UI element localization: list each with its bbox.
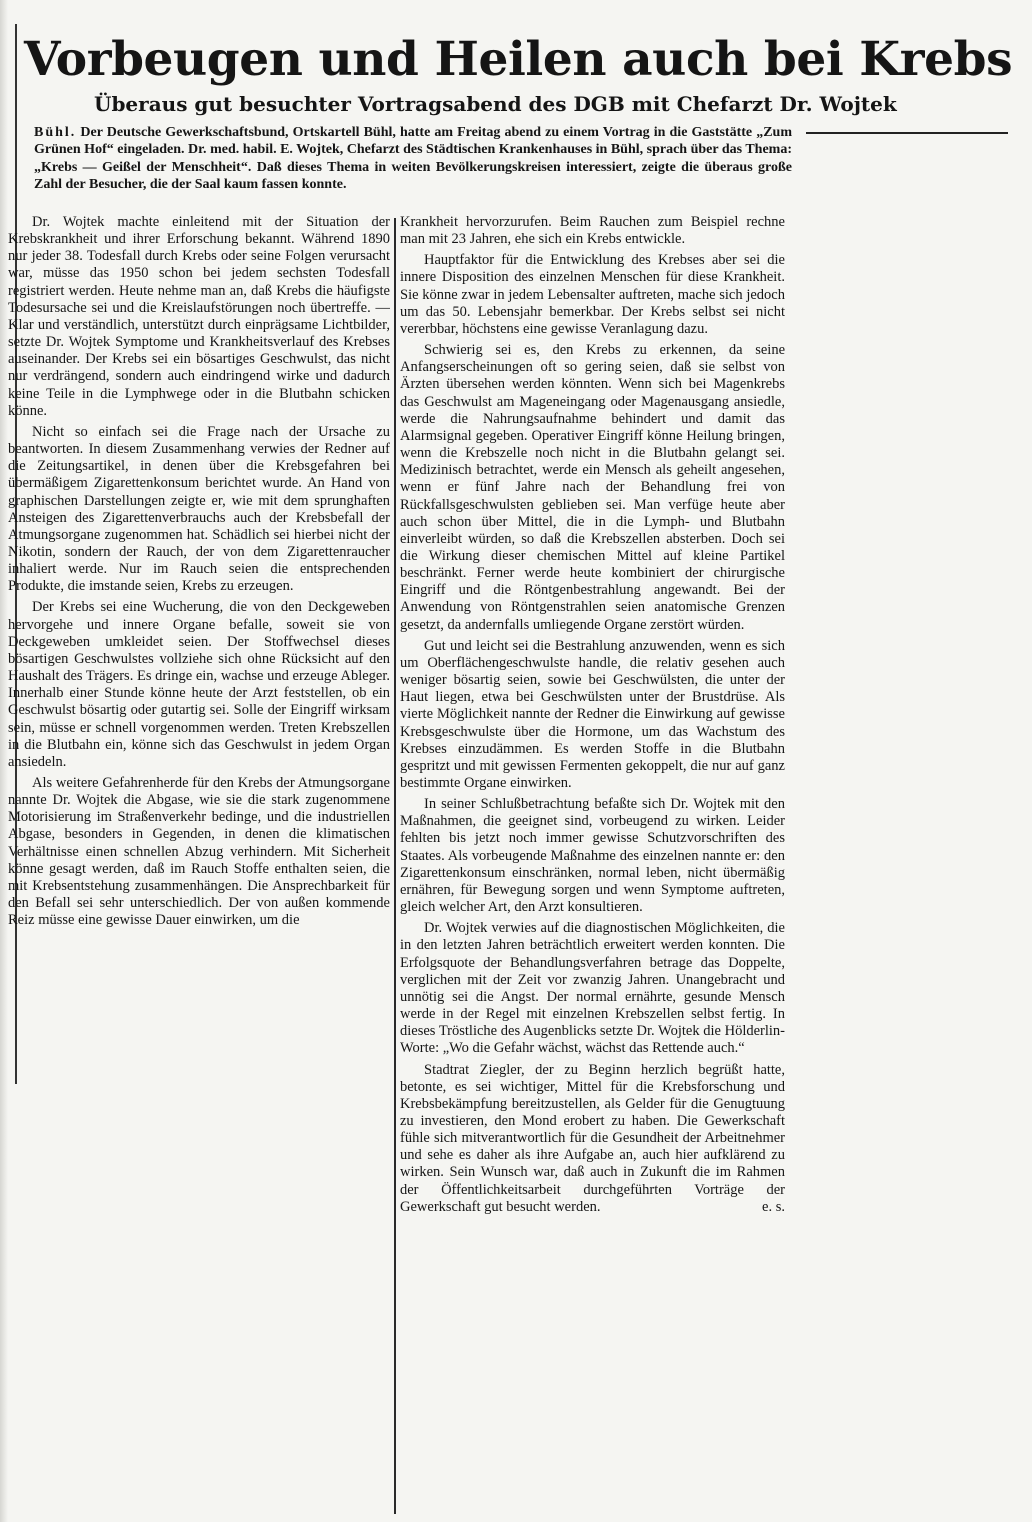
paragraph-continued: Krankheit hervorzurufen. Beim Rauchen zum Beispiel rechne man mit 23 Jahren, ehe sich ein Krebs entwickle. [400,214,785,248]
headline: Vorbeugen und Heilen auch bei Krebs [24,32,1013,87]
last-paragraph [400,1062,785,1216]
paragraph: Nicht so einfach sei die Frage nach der Ursache zu beantworten. In diesem Zusammenhang verwies der Redner auf die Zeitungsartikel, in denen über die Krebsgefahren bei übermäßigem Zigarettenkonsum berichtet wurde. An Hand von graphischen Darstellungen zeigte er, wie mit dem sprunghaften Ansteigen des Zigarettenverbrauchs auch der Krebsbefall der Atmungsorgane zugenommen hat. Schädlich sei hierbei nicht der Nikotin, sondern der Rauch, der von dem Zigarettenraucher inhaliert werde. Nur im Rauch seien die entsprechenden Produkte, die imstande seien, Krebs zu erzeugen. [8,423,390,595]
lead-text: Der Deutsche Gewerkschaftsbund, Ortskartell Bühl, hatte am Freitag abend zu einem Vortrag in die Gaststätte „Zum Grünen Hof“ eingeladen. Dr. med. habil. E. Wojtek, Chefarzt des Städtischen Krankenhauses in Bühl, sprach über das Thema: „Krebs — Geißel der Menschheit“. Daß dieses Thema in weiten Bevölkerungskreisen interessiert, zeigte die überaus große Zahl der Besucher, die der Saal kaum fassen konnte. [34,125,792,193]
lead-paragraph [34,124,792,210]
paragraph: Der Krebs sei eine Wucherung, die von den Deckgeweben hervorgehe und innere Organe befalle, soweit sie von Deckgeweben umkleidet seien. Der Stoffwechsel dieses bösartigen Geschwulstes vollziehe sich ohne Rücksicht auf den Haushalt des Trägers. Es dringe ein, wachse und erzeuge Ableger. Innerhalb einer Stunde könne heute der Arzt feststellen, ob ein Geschwulst bösartig oder gutartig sei. Solle der Eingriff wirksam sein, müsse er schnell vorgenommen werden. Treten Krebszellen in die Blutbahn ein, könne sich das Geschwulst in jedem Organ ansiedeln. [8,599,390,770]
paragraph: In seiner Schlußbetrachtung befaßte sich Dr. Wojtek mit den Maßnahmen, die geeignet sind, vorbeugend zu wirken. Leider fehlten bis jetzt noch immer gewisse Schutzvorschriften des Staates. Als vorbeugende Maßnahme des einzelnen nannte er: den Zigarettenkonsum einschränken, normal leben, nicht übermäßig ernähren, für Bewegung sorgen und wenn Symptome auftreten, gleich welcher Art, den Arzt konsultieren. [400,796,785,916]
paragraph: Dr. Wojtek machte einleitend mit der Situation der Krebskrankheit und ihrer Erforschung bekannt. Während 1890 nur jeder 38. Todesfall durch Krebs oder seine Folgen verursacht war, müsse das 1950 schon bei jedem sechsten Todesfall registriert werden. Heute nehme man an, daß Krebs die häufigste Todesursache sei und die Kreislaufstörungen noch übertreffe. — Klar und verständlich, unterstützt durch einprägsame Lichtbilder, setzte Dr. Wojtek Symptome und Krankheitsverlauf des Krebses auseinander. Der Krebs sei ein bösartiges Geschwulst, das nicht nur verdrängend, sondern auch eindringend wirke und dadurch keine Teile in die Lymphwege oder in die Blutbahn schicken könne. [8,214,390,419]
scan-edge [0,0,8,1522]
dateline: Bühl. [34,125,77,140]
right-column [400,214,785,1514]
left-column [8,214,390,1102]
paragraph: Als weitere Gefahrenherde für den Krebs der Atmungsorgane nannte Dr. Wojtek die Abgase, wie sie die stark zugenommene Motorisierung im Straßenverkehr bedinge, und die industriellen Abgase, besonders in Gegenden, in denen die klimatischen Verhältnisse einen schnellen Abzug verhindern. Mit Sicherheit könne gesagt werden, daß im Rauch Stoffe enthalten seien, die mit Krebsentstehung zusammenhängen. Die Ansprechbarkeit für den Befall sei sehr unterschiedlich. Der von außen kommende Reiz müsse eine gewisse Dauer einwirken, um die [8,775,390,929]
paragraph-text: Stadtrat Ziegler, der zu Beginn herzlich begrüßt hatte, betonte, es sei wichtiger, Mittel für die Krebsforschung und Krebsbekämpfung bereitzustellen, als Gelder für die Genugtuung zu investieren, den Mond erobert zu haben. Die Gewerkschaft fühle sich mitverantwortlich für die Gesundheit der Arbeitnehmer und sehe es daher als ihre Aufgabe an, auch hier aufklärend zu wirken. Sein Wunsch war, daß auch in Zukunft die im Rahmen der Öffentlichkeitsarbeit durchgeführten Vorträge der Gewerkschaft gut besucht werden. [400,1061,785,1215]
author-signature: e. s. [762,1198,785,1215]
paragraph: Hauptfaktor für die Entwicklung des Krebses aber sei die innere Disposition des einzelnen Menschen für diese Krankheit. Sie könne zwar in jedem Lebensalter auftreten, mache sich jedoch um das 50. Lebensjahr bemerkbar. Der Krebs selbst sei nicht vererbbar, höchstens eine gewisse Veranlagung dazu. [400,252,785,337]
subheadline: Überaus gut besuchter Vortragsabend des DGB mit Chefarzt Dr. Wojtek [94,92,897,116]
right-separator-rule [806,132,1008,134]
paragraph: Schwierig sei es, den Krebs zu erkennen, da seine Anfangserscheinungen oft so gering seien, daß sie selbst von Ärzten übersehen werden könnten. Wenn sich bei Magenkrebs das Geschwulst am Mageneingang oder Magenausgang ansiedle, werde die Nahrungsaufnahme behindert und damit das Alarmsignal gegeben. Operativer Eingriff könne Heilung bringen, wenn die Krebszelle noch nicht in die Blutbahn gelangt sei. Medizinisch betrachtet, werde ein Mensch als geheilt angesehen, wenn er fünf Jahre nach der Behandlung frei von Rückfallsgeschwulsten geblieben sei. Man verfüge heute aber auch schon über Mittel, die in die Lymph- und Blutbahn einverleibt würden, so daß die Krebszellen absterben. Doch sei die Wirkung dieser chemischen Mittel auf kleine Partikel beschränkt. Ferner werde heute kombiniert der chirurgische Eingriff und die Röntgenbestrahlung angewandt. Bei der Anwendung von Röntgenstrahlen seien anatomische Grenzen gesetzt, da andernfalls umliegende Organe zerstört würden. [400,342,785,633]
paragraph: Dr. Wojtek verwies auf die diagnostischen Möglichkeiten, die in den letzten Jahren beträchtlich erweitert werden konnten. Die Erfolgsquote der Behandlungsverfahren betrage das Doppelte, verglichen mit der Zeit vor zwanzig Jahren. Unangebracht und unnötig sei die Angst. Der normal ernährte, gesunde Mensch werde in der Regel mit einzelnen Krebszellen selbst fertig. In dieses Tröstliche des Augenblicks setzte Dr. Wojtek die Hölderlin-Worte: „Wo die Gefahr wächst, wächst das Rettende auch.“ [400,920,785,1057]
paragraph: Gut und leicht sei die Bestrahlung anzuwenden, wenn es sich um Oberflächengeschwulste handle, die relativ gesehen auch weniger bösartig seien, sowie bei Geschwülsten, die unter der Haut liegen, etwa bei Geschwülsten unter der Brustdrüse. Als vierte Möglichkeit nannte der Redner die Einwirkung auf gewisse Krebsgeschwulste über die Hormone, um das Wachstum des Krebses einzudämmen. Es werden Stoffe in die Blutbahn gespritzt und mit gewissen Fermenten gekoppelt, die nur auf ganz bestimmte Organe einwirken. [400,637,785,791]
column-divider [394,218,396,1514]
